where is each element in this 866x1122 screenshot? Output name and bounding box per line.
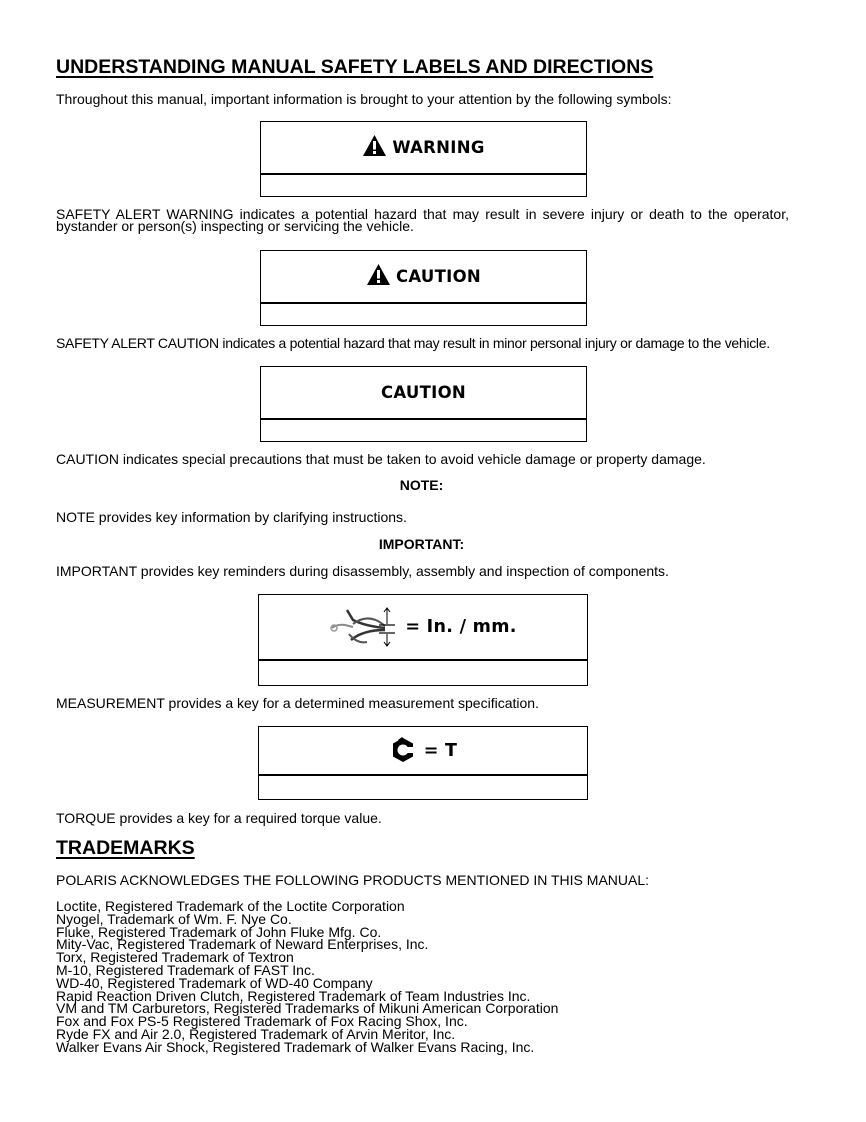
torque-label-header	[259, 727, 587, 776]
note-description: NOTE provides key information by clarifying instructions.	[56, 509, 407, 525]
safety-caution-description: SAFETY ALERT CAUTION indicates a potential hazard that may result in minor personal injury or damage to the vehicle.	[56, 335, 770, 351]
warning-label-box	[260, 121, 587, 197]
trademark-item: Walker Evans Air Shock, Registered Trademark of Walker Evans Racing, Inc.	[56, 1038, 535, 1055]
caution-label-box	[260, 366, 587, 442]
measurement-symbol-text: = In. / mm.	[405, 617, 517, 637]
warning-label-header	[261, 122, 586, 175]
trademark-item: VM and TM Carburetors, Registered Trademarks of Mikuni American Corporation	[56, 1000, 559, 1017]
note-label: NOTE:	[399, 477, 444, 493]
trademark-item: Fluke, Registered Trademark of John Fluke Mfg. Co.	[56, 923, 382, 940]
safety-caution-label-box	[260, 250, 587, 326]
caution-triangle-icon	[366, 263, 391, 291]
trademark-item: WD-40, Registered Trademark of WD-40 Company	[56, 974, 373, 991]
page-title: UNDERSTANDING MANUAL SAFETY LABELS AND DIRECTIONS	[56, 56, 654, 78]
measurement-description: MEASUREMENT provides a key for a determined measurement specification.	[56, 695, 539, 711]
warning-description: SAFETY ALERT WARNING indicates a potential hazard that may result in severe injury or death to the operator, bystander or person(s) inspecting or servicing the vehicle.	[56, 206, 789, 234]
caution-label-title: CAUTION	[380, 383, 467, 402]
caliper-icon	[329, 604, 403, 653]
trademark-item: Loctite, Registered Trademark of the Loctite Corporation	[56, 898, 405, 914]
measurement-label-box	[258, 594, 588, 686]
trademarks-heading: TRADEMARKS	[56, 837, 195, 859]
trademark-item: Torx, Registered Trademark of Textron	[56, 949, 294, 966]
torque-label-box	[258, 726, 588, 800]
trademarks-intro: POLARIS ACKNOWLEDGES THE FOLLOWING PRODUCTS MENTIONED IN THIS MANUAL:	[56, 872, 650, 888]
trademark-item: Mity-Vac, Registered Trademark of Neward Enterprises, Inc.	[56, 936, 429, 953]
trademark-item: Nyogel, Trademark of Wm. F. Nye Co.	[56, 910, 292, 927]
important-description: IMPORTANT provides key reminders during disassembly, assembly and inspection of components.	[56, 563, 669, 579]
torque-description: TORQUE provides a key for a required torque value.	[56, 810, 382, 826]
safety-caution-label-title: CAUTION	[395, 267, 482, 286]
important-label: IMPORTANT:	[378, 536, 465, 552]
safety-caution-label-header	[261, 251, 586, 304]
trademarks-list	[56, 900, 558, 1054]
caution-description: CAUTION indicates special precautions that must be taken to avoid vehicle damage or property damage.	[56, 451, 706, 467]
warning-triangle-icon	[362, 134, 387, 162]
torque-symbol-text: = T	[423, 740, 458, 761]
wrench-icon	[389, 736, 417, 769]
caution-label-header	[261, 367, 586, 420]
trademark-item: Fox and Fox PS-5 Registered Trademark of Fox Racing Shox, Inc.	[56, 1013, 468, 1030]
trademark-item: Ryde FX and Air 2.0, Registered Trademark of Arvin Meritor, Inc.	[56, 1025, 456, 1042]
warning-label-title: WARNING	[392, 138, 485, 157]
intro-text: Throughout this manual, important information is brought to your attention by the following symbols:	[56, 91, 672, 107]
measurement-label-header	[259, 595, 587, 661]
trademark-item: Rapid Reaction Driven Clutch, Registered Trademark of Team Industries Inc.	[56, 987, 531, 1004]
trademark-item: M-10, Registered Trademark of FAST Inc.	[56, 961, 315, 978]
